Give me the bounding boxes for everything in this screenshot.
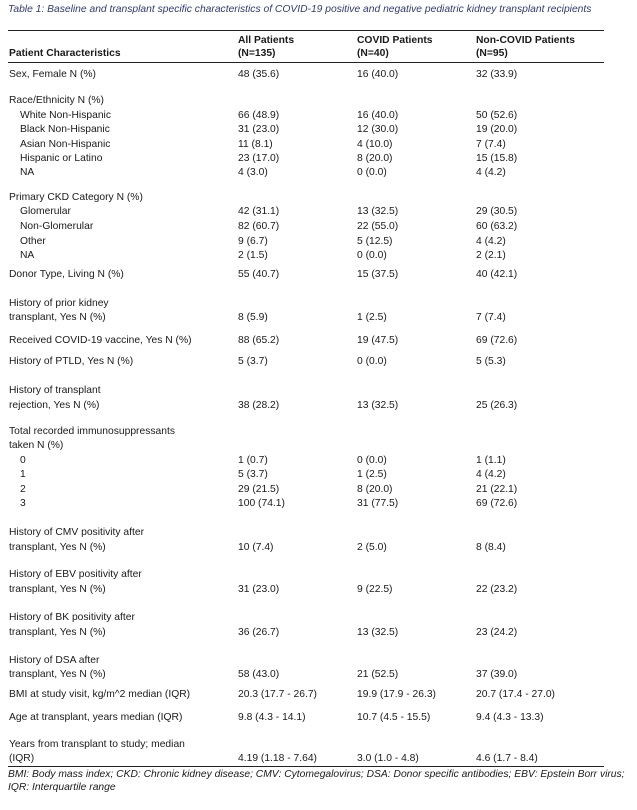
cell-noncovid: 37 (39.0) xyxy=(476,669,518,680)
cell-noncovid: 69 (72.6) xyxy=(476,335,518,346)
row-label: transplant, Yes N (%) xyxy=(9,584,106,595)
cell-all: 100 (74.1) xyxy=(238,498,285,509)
cell-noncovid: 22 (23.2) xyxy=(476,584,518,595)
row-label: Other xyxy=(20,236,46,247)
row-label: 3 xyxy=(20,498,26,509)
cell-all: 8 (5.9) xyxy=(238,312,268,323)
cell-all: 48 (35.6) xyxy=(238,69,280,80)
cell-noncovid: 15 (15.8) xyxy=(476,153,518,164)
row-label: Total recorded immunosuppressants xyxy=(9,426,175,437)
cell-covid: 0 (0.0) xyxy=(357,356,387,367)
cell-covid: 1 (2.5) xyxy=(357,312,387,323)
cell-all: 36 (26.7) xyxy=(238,627,280,638)
row-label: NA xyxy=(20,167,35,178)
cell-covid: 3.0 (1.0 - 4.8) xyxy=(357,753,419,764)
row-label: 0 xyxy=(20,455,26,466)
row-label: BMI at study visit, kg/m^2 median (IQR) xyxy=(9,689,191,700)
cell-covid: 1 (2.5) xyxy=(357,469,387,480)
row-label: NA xyxy=(20,250,35,261)
table-footnote: BMI: Body mass index; CKD: Chronic kidney disease; CMV: Cytomegalovirus; DSA: Donor specific antibodies; EBV: Epstein Borr virus; IQR: Interquartile range xyxy=(8,769,625,793)
cell-all: 11 (8.1) xyxy=(238,139,273,150)
cell-covid: 8 (20.0) xyxy=(357,484,393,495)
row-label: History of PTLD, Yes N (%) xyxy=(9,356,134,367)
header-noncovid-patients: Non-COVID Patients xyxy=(476,35,575,46)
cell-noncovid: 50 (52.6) xyxy=(476,110,518,121)
cell-all: 31 (23.0) xyxy=(238,584,280,595)
row-label: (IQR) xyxy=(9,753,35,764)
cell-covid: 16 (40.0) xyxy=(357,110,399,121)
cell-noncovid: 20.7 (17.4 - 27.0) xyxy=(476,689,555,700)
row-label: History of EBV positivity after xyxy=(9,569,142,580)
row-label: Primary CKD Category N (%) xyxy=(9,192,143,203)
cell-covid: 19.9 (17.9 - 26.3) xyxy=(357,689,436,700)
row-label: 2 xyxy=(20,484,26,495)
row-label: Received COVID-19 vaccine, Yes N (%) xyxy=(9,335,192,346)
cell-all: 20.3 (17.7 - 26.7) xyxy=(238,689,317,700)
cell-all: 4 (3.0) xyxy=(238,167,268,178)
cell-noncovid: 7 (7.4) xyxy=(476,312,506,323)
cell-all: 38 (28.2) xyxy=(238,400,280,411)
header-patient-characteristics: Patient Characteristics xyxy=(9,48,121,59)
table-top-rule xyxy=(8,30,604,31)
cell-noncovid: 9.4 (4.3 - 13.3) xyxy=(476,712,544,723)
table-bottom-rule xyxy=(8,766,604,767)
cell-noncovid: 4 (4.2) xyxy=(476,236,506,247)
cell-all: 5 (3.7) xyxy=(238,469,268,480)
cell-covid: 8 (20.0) xyxy=(357,153,393,164)
cell-all: 88 (65.2) xyxy=(238,335,280,346)
cell-all: 5 (3.7) xyxy=(238,356,268,367)
cell-all: 9.8 (4.3 - 14.1) xyxy=(238,712,306,723)
row-label: Sex, Female N (%) xyxy=(9,69,96,80)
row-label: transplant, Yes N (%) xyxy=(9,669,106,680)
row-label: Black Non-Hispanic xyxy=(20,124,110,135)
row-label: Years from transplant to study; median xyxy=(9,739,185,750)
cell-covid: 2 (5.0) xyxy=(357,542,387,553)
cell-covid: 19 (47.5) xyxy=(357,335,399,346)
cell-noncovid: 40 (42.1) xyxy=(476,269,518,280)
row-label: Race/Ethnicity N (%) xyxy=(9,95,104,106)
cell-all: 23 (17.0) xyxy=(238,153,280,164)
cell-covid: 10.7 (4.5 - 15.5) xyxy=(357,712,431,723)
cell-covid: 21 (52.5) xyxy=(357,669,399,680)
row-label: White Non-Hispanic xyxy=(20,110,111,121)
row-label: 1 xyxy=(20,469,26,480)
cell-covid: 16 (40.0) xyxy=(357,69,399,80)
cell-noncovid: 4 (4.2) xyxy=(476,167,506,178)
cell-all: 29 (21.5) xyxy=(238,484,280,495)
header-covid-patients-n: (N=40) xyxy=(357,48,389,59)
cell-noncovid: 21 (22.1) xyxy=(476,484,518,495)
cell-covid: 0 (0.0) xyxy=(357,167,387,178)
cell-covid: 0 (0.0) xyxy=(357,250,387,261)
cell-noncovid: 8 (8.4) xyxy=(476,542,506,553)
cell-noncovid: 32 (33.9) xyxy=(476,69,518,80)
cell-all: 1 (0.7) xyxy=(238,455,268,466)
cell-noncovid: 4.6 (1.7 - 8.4) xyxy=(476,753,538,764)
row-label: taken N (%) xyxy=(9,440,64,451)
header-all-patients-n: (N=135) xyxy=(238,48,276,59)
row-label: History of CMV positivity after xyxy=(9,527,145,538)
cell-covid: 22 (55.0) xyxy=(357,221,399,232)
row-label: rejection, Yes N (%) xyxy=(9,400,100,411)
cell-all: 82 (60.7) xyxy=(238,221,280,232)
cell-all: 9 (6.7) xyxy=(238,236,268,247)
cell-all: 10 (7.4) xyxy=(238,542,274,553)
cell-all: 31 (23.0) xyxy=(238,124,280,135)
header-bottom-rule xyxy=(8,62,604,63)
row-label: Age at transplant, years median (IQR) xyxy=(9,712,183,723)
cell-all: 4.19 (1.18 - 7.64) xyxy=(238,753,317,764)
row-label: Asian Non-Hispanic xyxy=(20,139,111,150)
cell-covid: 0 (0.0) xyxy=(357,455,387,466)
cell-noncovid: 25 (26.3) xyxy=(476,400,518,411)
cell-noncovid: 2 (2.1) xyxy=(476,250,506,261)
cell-covid: 9 (22.5) xyxy=(357,584,393,595)
row-label: Glomerular xyxy=(20,206,71,217)
cell-noncovid: 60 (63.2) xyxy=(476,221,518,232)
cell-covid: 4 (10.0) xyxy=(357,139,393,150)
row-label: transplant, Yes N (%) xyxy=(9,542,106,553)
cell-all: 58 (43.0) xyxy=(238,669,280,680)
cell-covid: 5 (12.5) xyxy=(357,236,393,247)
row-label: transplant, Yes N (%) xyxy=(9,312,106,323)
cell-noncovid: 1 (1.1) xyxy=(476,455,506,466)
cell-noncovid: 23 (24.2) xyxy=(476,627,518,638)
cell-covid: 13 (32.5) xyxy=(357,206,399,217)
row-label: Donor Type, Living N (%) xyxy=(9,269,124,280)
row-label: Non-Glomerular xyxy=(20,221,94,232)
cell-noncovid: 5 (5.3) xyxy=(476,356,506,367)
cell-all: 66 (48.9) xyxy=(238,110,280,121)
cell-noncovid: 29 (30.5) xyxy=(476,206,518,217)
row-label: History of transplant xyxy=(9,385,101,396)
row-label: transplant, Yes N (%) xyxy=(9,627,106,638)
cell-covid: 13 (32.5) xyxy=(357,400,399,411)
header-covid-patients: COVID Patients xyxy=(357,35,433,46)
cell-all: 42 (31.1) xyxy=(238,206,280,217)
cell-covid: 12 (30.0) xyxy=(357,124,399,135)
cell-all: 2 (1.5) xyxy=(238,250,268,261)
row-label: History of DSA after xyxy=(9,655,100,666)
header-all-patients: All Patients xyxy=(238,35,295,46)
cell-covid: 13 (32.5) xyxy=(357,627,399,638)
cell-covid: 15 (37.5) xyxy=(357,269,399,280)
row-label: Hispanic or Latino xyxy=(20,153,103,164)
header-noncovid-patients-n: (N=95) xyxy=(476,48,508,59)
row-label: History of prior kidney xyxy=(9,298,109,309)
cell-covid: 31 (77.5) xyxy=(357,498,399,509)
cell-noncovid: 7 (7.4) xyxy=(476,139,506,150)
cell-noncovid: 19 (20.0) xyxy=(476,124,518,135)
cell-all: 55 (40.7) xyxy=(238,269,280,280)
cell-noncovid: 4 (4.2) xyxy=(476,469,506,480)
row-label: History of BK positivity after xyxy=(9,612,135,623)
table-caption: Table 1: Baseline and transplant specific characteristics of COVID-19 positive and negative pediatric kidney transplant recipients xyxy=(8,4,592,15)
cell-noncovid: 69 (72.6) xyxy=(476,498,518,509)
